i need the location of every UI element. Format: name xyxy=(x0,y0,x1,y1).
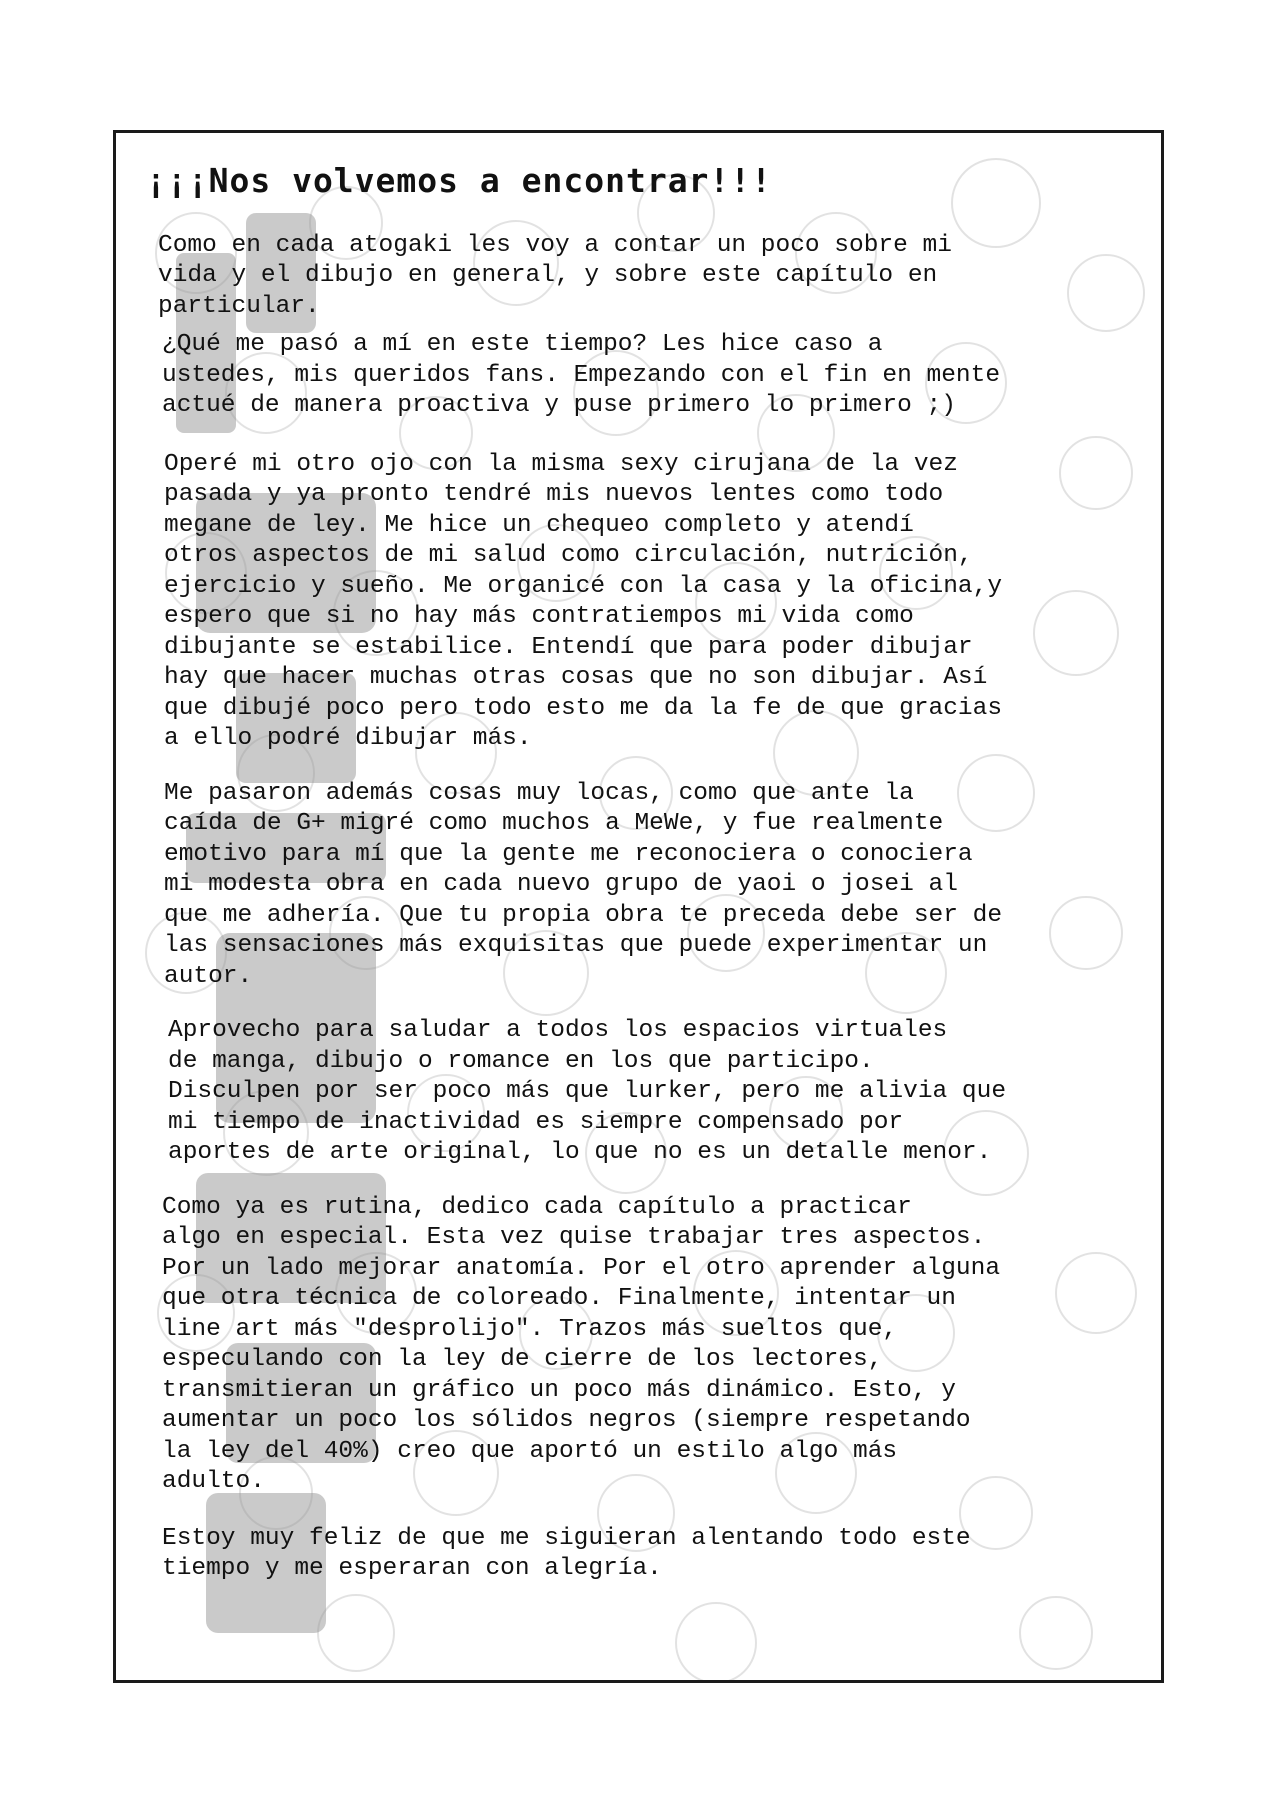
atogaki-text-block xyxy=(146,161,1146,1585)
paragraph-7: Estoy muy feliz de que me siguieran alentando todo este tiempo y me esperaran con alegría. xyxy=(162,1524,971,1583)
paragraph-3: Operé mi otro ojo con la misma sexy cirujana de la vez pasada y ya pronto tendré mis nuevos lentes como todo megane de ley. Me hice un chequeo completo y atendí otros aspectos de mi salud como circulación, nutrición, ejercicio y sueño. Me organicé con la casa y la oficina,y espero que si no hay más contratiempos mi vida como dibujante se estabilice. Entendí que para poder dibujar hay que hacer muchas otras cosas que no son dibujar. Así que dibujé poco pero todo esto me da la fe de que gracias a ello podré dibujar más. xyxy=(164,450,1003,753)
paragraph-5: Aprovecho para saludar a todos los espacios virtuales de manga, dibujo o romance en los que participo. Disculpen por ser poco más que lurker, pero me alivia que mi tiempo de inactividad es siempre compensado por aportes de arte original, lo que no es un detalle menor. xyxy=(168,1017,1007,1167)
paragraph-2: ¿Qué me pasó a mí en este tiempo? Les hice caso a ustedes, mis queridos fans. Empezando con el fin en mente actué de manera proactiva y puse primero lo primero ;) xyxy=(162,331,1001,420)
paragraph-4: Me pasaron además cosas muy locas, como que ante la caída de G+ migré como muchos a MeWe, y fue realmente emotivo para mí que la gente me reconociera o conociera mi modesta obra en cada nuevo grupo de yaoi o josei al que me adhería. Que tu propia obra te preceda debe ser de las sensaciones más exquisitas que puede experimentar un autor. xyxy=(164,779,1003,990)
paragraph-6: Como ya es rutina, dedico cada capítulo a practicar algo en especial. Esta vez quise trabajar tres aspectos. Por un lado mejorar anatomía. Por el otro aprender alguna que otra técnica de coloreado. Finalmente, intentar un line art más "desprolijo". Trazos más sueltos que, especulando con la ley de cierre de los lectores, transmitieran un gráfico un poco más dinámico. Esto, y aumentar un poco los sólidos negros (siempre respetando la ley del 40%) creo que aportó un estilo algo más adulto. xyxy=(162,1193,1001,1496)
page-title: ¡¡¡Nos volvemos a encontrar!!! xyxy=(146,161,773,200)
page-frame xyxy=(113,130,1164,1683)
paragraph-1: Como en cada atogaki les voy a contar un poco sobre mi vida y el dibujo en general, y sobre este capítulo en particular. xyxy=(158,231,952,320)
